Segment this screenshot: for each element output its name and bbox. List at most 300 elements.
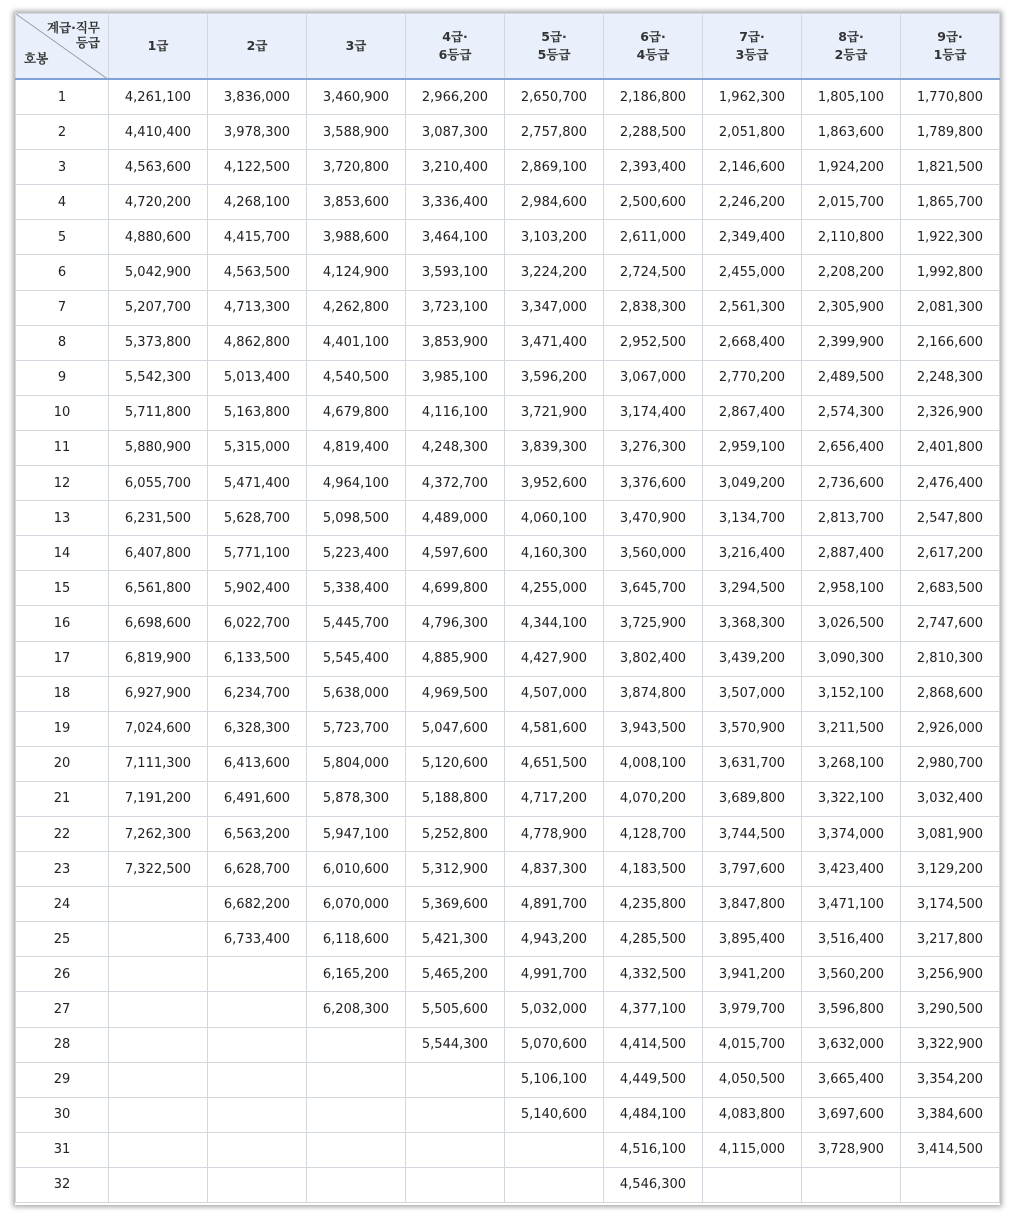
salary-cell: 3,032,400 [901,781,1000,816]
salary-cell: 5,338,400 [307,571,406,606]
salary-cell: 3,516,400 [802,922,901,957]
salary-cell: 5,465,200 [406,957,505,992]
salary-cell: 2,668,400 [703,325,802,360]
salary-cell: 2,455,000 [703,255,802,290]
salary-cell: 4,377,100 [604,992,703,1027]
salary-cell [505,1132,604,1167]
table-body [16,79,1000,1203]
salary-cell: 3,210,400 [406,150,505,185]
salary-cell: 6,234,700 [208,676,307,711]
salary-cell: 3,645,700 [604,571,703,606]
salary-cell: 5,223,400 [307,536,406,571]
salary-cell: 4,401,100 [307,325,406,360]
salary-cell: 1,924,200 [802,150,901,185]
salary-table-frame [15,13,1000,1205]
salary-cell: 1,922,300 [901,220,1000,255]
salary-cell: 5,628,700 [208,501,307,536]
salary-cell: 5,505,600 [406,992,505,1027]
column-header-2 [208,14,307,80]
table-row [16,430,1000,465]
salary-cell: 3,217,800 [901,922,1000,957]
salary-cell: 3,368,300 [703,606,802,641]
step-number-cell: 19 [16,711,109,746]
table-row [16,185,1000,220]
salary-cell: 4,449,500 [604,1062,703,1097]
corner-header-cell [16,14,109,80]
salary-cell: 5,771,100 [208,536,307,571]
step-number-cell: 10 [16,395,109,430]
salary-cell: 4,862,800 [208,325,307,360]
salary-cell [307,1097,406,1132]
salary-cell [505,1167,604,1202]
step-number-cell: 18 [16,676,109,711]
salary-cell: 3,081,900 [901,816,1000,851]
salary-cell: 3,725,900 [604,606,703,641]
salary-cell: 4,414,500 [604,1027,703,1062]
salary-cell: 3,596,800 [802,992,901,1027]
salary-cell: 3,471,400 [505,325,604,360]
salary-cell: 3,322,900 [901,1027,1000,1062]
salary-cell: 6,133,500 [208,641,307,676]
table-row [16,1027,1000,1062]
table-row [16,395,1000,430]
salary-cell: 4,563,500 [208,255,307,290]
step-number-cell: 30 [16,1097,109,1132]
table-row [16,606,1000,641]
table-row [16,711,1000,746]
salary-cell: 4,679,800 [307,395,406,430]
salary-cell: 3,632,000 [802,1027,901,1062]
column-header-line1: 7급· [739,29,765,44]
salary-cell: 4,546,300 [604,1167,703,1202]
column-header-line1: 6급· [640,29,666,44]
salary-cell: 3,216,400 [703,536,802,571]
salary-cell: 5,421,300 [406,922,505,957]
salary-cell: 2,887,400 [802,536,901,571]
table-row [16,746,1000,781]
salary-cell: 5,471,400 [208,466,307,501]
salary-cell: 3,895,400 [703,922,802,957]
salary-cell: 4,489,000 [406,501,505,536]
corner-top-line1: 계급·직무 [46,20,100,35]
salary-cell: 3,853,600 [307,185,406,220]
salary-cell: 4,115,000 [703,1132,802,1167]
salary-cell: 3,152,100 [802,676,901,711]
step-number-cell: 2 [16,115,109,150]
salary-cell: 2,984,600 [505,185,604,220]
table-row [16,852,1000,887]
salary-cell: 2,617,200 [901,536,1000,571]
salary-cell: 2,051,800 [703,115,802,150]
column-header-line1: 5급· [541,29,567,44]
salary-cell: 2,349,400 [703,220,802,255]
table-row [16,79,1000,115]
salary-cell: 3,414,500 [901,1132,1000,1167]
salary-cell: 3,560,000 [604,536,703,571]
salary-cell: 5,070,600 [505,1027,604,1062]
salary-cell: 4,183,500 [604,852,703,887]
corner-bottom-label: 호봉 [24,51,49,66]
salary-cell [406,1097,505,1132]
salary-cell: 3,952,600 [505,466,604,501]
salary-cell: 2,015,700 [802,185,901,220]
column-header-5 [505,14,604,80]
salary-cell: 2,611,000 [604,220,703,255]
salary-cell: 2,747,600 [901,606,1000,641]
salary-cell: 5,106,100 [505,1062,604,1097]
salary-cell: 4,969,500 [406,676,505,711]
salary-cell: 3,464,100 [406,220,505,255]
salary-cell: 1,821,500 [901,150,1000,185]
salary-cell: 3,470,900 [604,501,703,536]
table-row [16,325,1000,360]
salary-cell: 2,246,200 [703,185,802,220]
salary-cell: 2,810,300 [901,641,1000,676]
salary-cell: 3,347,000 [505,290,604,325]
salary-cell: 4,124,900 [307,255,406,290]
step-number-cell: 5 [16,220,109,255]
salary-cell: 3,631,700 [703,746,802,781]
salary-cell: 6,231,500 [109,501,208,536]
salary-cell: 4,122,500 [208,150,307,185]
salary-cell: 1,789,800 [901,115,1000,150]
table-row [16,887,1000,922]
salary-cell: 4,540,500 [307,360,406,395]
column-header-7 [703,14,802,80]
salary-cell: 3,797,600 [703,852,802,887]
salary-cell: 7,111,300 [109,746,208,781]
salary-cell: 3,087,300 [406,115,505,150]
salary-cell: 6,698,600 [109,606,208,641]
table-row [16,290,1000,325]
step-number-cell: 16 [16,606,109,641]
salary-cell: 6,733,400 [208,922,307,957]
step-number-cell: 29 [16,1062,109,1097]
salary-cell: 2,166,600 [901,325,1000,360]
salary-cell: 2,547,800 [901,501,1000,536]
salary-cell: 3,174,500 [901,887,1000,922]
salary-cell: 4,008,100 [604,746,703,781]
salary-cell: 4,116,100 [406,395,505,430]
salary-cell [406,1062,505,1097]
salary-table [15,13,1000,1203]
salary-cell: 7,191,200 [109,781,208,816]
salary-cell [109,922,208,957]
table-row [16,1167,1000,1202]
salary-cell: 5,373,800 [109,325,208,360]
salary-cell: 2,401,800 [901,430,1000,465]
salary-cell: 2,208,200 [802,255,901,290]
salary-cell: 2,561,300 [703,290,802,325]
salary-cell: 4,880,600 [109,220,208,255]
salary-cell [307,1167,406,1202]
column-header-4 [406,14,505,80]
salary-cell: 7,024,600 [109,711,208,746]
salary-cell: 6,328,300 [208,711,307,746]
salary-cell: 5,188,800 [406,781,505,816]
salary-cell: 4,235,800 [604,887,703,922]
column-header-line2: 6등급 [438,47,472,62]
salary-cell [109,1132,208,1167]
table-row [16,466,1000,501]
salary-cell: 6,010,600 [307,852,406,887]
salary-cell: 2,288,500 [604,115,703,150]
salary-cell: 1,863,600 [802,115,901,150]
salary-cell: 6,070,000 [307,887,406,922]
corner-top-line2: 등급 [75,35,100,50]
column-header-line1: 9급· [937,29,963,44]
column-header-line1: 3급 [345,38,367,53]
salary-cell: 2,656,400 [802,430,901,465]
salary-cell: 5,369,600 [406,887,505,922]
salary-cell: 4,255,000 [505,571,604,606]
salary-cell: 3,941,200 [703,957,802,992]
salary-cell [901,1167,1000,1202]
salary-cell: 2,489,500 [802,360,901,395]
step-number-cell: 32 [16,1167,109,1202]
salary-cell: 5,880,900 [109,430,208,465]
step-number-cell: 3 [16,150,109,185]
table-row [16,641,1000,676]
salary-cell [307,1132,406,1167]
salary-cell: 3,847,800 [703,887,802,922]
step-number-cell: 9 [16,360,109,395]
salary-cell: 5,542,300 [109,360,208,395]
salary-cell [109,1167,208,1202]
salary-cell: 3,090,300 [802,641,901,676]
salary-cell: 3,049,200 [703,466,802,501]
column-header-line2: 4등급 [636,47,670,62]
salary-cell: 5,723,700 [307,711,406,746]
salary-cell [307,1027,406,1062]
salary-cell [208,1097,307,1132]
salary-cell: 4,717,200 [505,781,604,816]
salary-cell: 3,224,200 [505,255,604,290]
step-number-cell: 7 [16,290,109,325]
salary-cell: 2,500,600 [604,185,703,220]
salary-cell: 2,146,600 [703,150,802,185]
column-header-3 [307,14,406,80]
salary-cell: 2,958,100 [802,571,901,606]
salary-cell: 4,516,100 [604,1132,703,1167]
salary-cell: 2,574,300 [802,395,901,430]
salary-cell: 6,819,900 [109,641,208,676]
salary-cell: 3,460,900 [307,79,406,115]
salary-cell: 3,853,900 [406,325,505,360]
salary-cell [406,1167,505,1202]
salary-cell: 4,819,400 [307,430,406,465]
salary-cell: 3,026,500 [802,606,901,641]
salary-cell: 3,129,200 [901,852,1000,887]
salary-cell: 3,423,400 [802,852,901,887]
salary-cell [109,1027,208,1062]
salary-cell: 3,689,800 [703,781,802,816]
table-row [16,255,1000,290]
salary-cell: 4,083,800 [703,1097,802,1132]
salary-cell: 4,268,100 [208,185,307,220]
salary-cell: 5,711,800 [109,395,208,430]
salary-cell: 5,252,800 [406,816,505,851]
salary-cell: 2,736,600 [802,466,901,501]
salary-cell: 2,326,900 [901,395,1000,430]
salary-cell [307,1062,406,1097]
salary-cell: 3,836,000 [208,79,307,115]
salary-cell: 4,885,900 [406,641,505,676]
salary-cell: 3,570,900 [703,711,802,746]
salary-cell [109,957,208,992]
salary-cell: 4,262,800 [307,290,406,325]
column-header-line1: 2급 [246,38,268,53]
table-row [16,676,1000,711]
salary-cell: 6,208,300 [307,992,406,1027]
salary-cell: 3,744,500 [703,816,802,851]
table-row [16,536,1000,571]
step-number-cell: 6 [16,255,109,290]
salary-cell: 3,384,600 [901,1097,1000,1132]
salary-cell: 6,055,700 [109,466,208,501]
salary-cell: 3,721,900 [505,395,604,430]
salary-cell: 3,290,500 [901,992,1000,1027]
salary-cell: 2,966,200 [406,79,505,115]
salary-cell: 6,628,700 [208,852,307,887]
table-row [16,1062,1000,1097]
salary-cell: 3,802,400 [604,641,703,676]
salary-cell: 6,561,800 [109,571,208,606]
salary-cell: 5,207,700 [109,290,208,325]
salary-cell: 2,650,700 [505,79,604,115]
salary-cell: 3,979,700 [703,992,802,1027]
table-row [16,1097,1000,1132]
salary-cell: 3,211,500 [802,711,901,746]
salary-cell: 3,507,000 [703,676,802,711]
salary-cell: 4,015,700 [703,1027,802,1062]
salary-cell: 4,050,500 [703,1062,802,1097]
salary-cell: 1,770,800 [901,79,1000,115]
salary-cell: 4,796,300 [406,606,505,641]
salary-cell [109,1097,208,1132]
salary-cell: 5,163,800 [208,395,307,430]
table-row [16,115,1000,150]
salary-cell: 4,372,700 [406,466,505,501]
salary-cell: 2,476,400 [901,466,1000,501]
step-number-cell: 24 [16,887,109,922]
salary-cell: 2,952,500 [604,325,703,360]
step-number-cell: 8 [16,325,109,360]
step-number-cell: 23 [16,852,109,887]
salary-cell: 5,638,000 [307,676,406,711]
table-row [16,957,1000,992]
salary-cell: 4,128,700 [604,816,703,851]
salary-cell: 5,032,000 [505,992,604,1027]
step-number-cell: 31 [16,1132,109,1167]
salary-cell: 7,322,500 [109,852,208,887]
salary-cell: 5,013,400 [208,360,307,395]
salary-cell: 6,022,700 [208,606,307,641]
salary-cell: 4,991,700 [505,957,604,992]
step-number-cell: 13 [16,501,109,536]
salary-cell: 2,683,500 [901,571,1000,606]
salary-cell: 4,160,300 [505,536,604,571]
salary-cell: 4,597,600 [406,536,505,571]
salary-cell: 4,699,800 [406,571,505,606]
salary-cell: 3,874,800 [604,676,703,711]
salary-cell: 5,445,700 [307,606,406,641]
salary-cell: 3,336,400 [406,185,505,220]
column-header-line2: 3등급 [735,47,769,62]
column-header-line1: 4급· [442,29,468,44]
salary-cell: 3,067,000 [604,360,703,395]
salary-cell: 2,869,100 [505,150,604,185]
salary-cell: 3,376,600 [604,466,703,501]
salary-cell: 3,988,600 [307,220,406,255]
table-header [16,14,1000,80]
salary-cell: 6,407,800 [109,536,208,571]
salary-cell: 7,262,300 [109,816,208,851]
step-number-cell: 26 [16,957,109,992]
salary-cell: 2,186,800 [604,79,703,115]
salary-cell: 5,545,400 [307,641,406,676]
salary-cell: 3,588,900 [307,115,406,150]
column-header-line1: 1급 [147,38,169,53]
column-header-line2: 1등급 [933,47,967,62]
salary-cell: 2,980,700 [901,746,1000,781]
salary-cell: 2,110,800 [802,220,901,255]
salary-cell: 6,682,200 [208,887,307,922]
salary-cell: 4,507,000 [505,676,604,711]
salary-cell: 6,927,900 [109,676,208,711]
salary-cell: 4,344,100 [505,606,604,641]
salary-cell: 2,248,300 [901,360,1000,395]
salary-cell [109,992,208,1027]
salary-cell: 3,593,100 [406,255,505,290]
salary-cell: 4,581,600 [505,711,604,746]
salary-cell: 4,070,200 [604,781,703,816]
salary-cell: 3,665,400 [802,1062,901,1097]
step-number-cell: 20 [16,746,109,781]
step-number-cell: 22 [16,816,109,851]
salary-cell: 6,563,200 [208,816,307,851]
salary-cell: 3,174,400 [604,395,703,430]
column-header-1 [109,14,208,80]
salary-cell: 4,563,600 [109,150,208,185]
column-header-6 [604,14,703,80]
salary-cell: 3,322,100 [802,781,901,816]
salary-cell [208,1167,307,1202]
salary-cell: 6,491,600 [208,781,307,816]
salary-cell: 4,651,500 [505,746,604,781]
salary-cell: 3,354,200 [901,1062,1000,1097]
salary-cell: 5,544,300 [406,1027,505,1062]
salary-cell [208,1062,307,1097]
salary-cell: 4,943,200 [505,922,604,957]
column-header-9 [901,14,1000,80]
salary-cell: 4,964,100 [307,466,406,501]
salary-cell [208,1027,307,1062]
salary-cell: 4,427,900 [505,641,604,676]
salary-cell: 4,415,700 [208,220,307,255]
salary-cell: 3,471,100 [802,887,901,922]
table-row [16,571,1000,606]
corner-top-label [47,20,100,50]
column-header-line1: 8급· [838,29,864,44]
salary-cell: 6,165,200 [307,957,406,992]
salary-cell [703,1167,802,1202]
salary-cell: 4,248,300 [406,430,505,465]
step-number-cell: 28 [16,1027,109,1062]
salary-cell [109,1062,208,1097]
salary-cell [208,957,307,992]
step-number-cell: 15 [16,571,109,606]
